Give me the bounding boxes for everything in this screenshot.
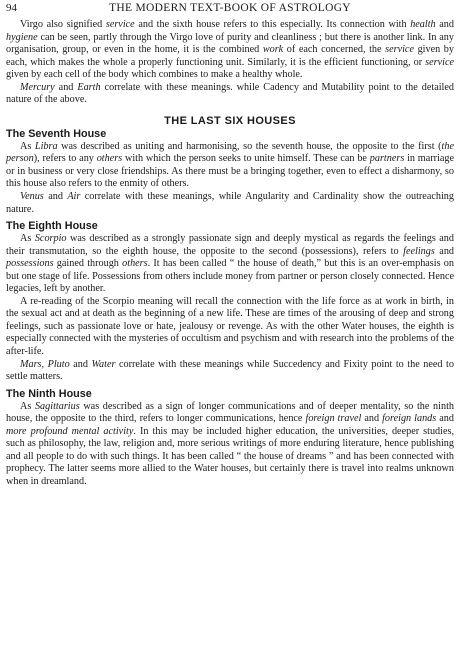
- italic-term: service: [385, 44, 414, 56]
- heading-ninth-house: The Ninth House: [6, 387, 92, 400]
- italic-term: more profound mental activity: [6, 425, 134, 437]
- italic-term: health: [410, 19, 436, 30]
- italic-term: hygiene: [6, 31, 38, 43]
- running-title: THE MODERN TEXT-BOOK OF ASTROLOGY: [109, 2, 351, 14]
- paragraph: Venus and Air correlate with these meanings, while Angularity and Cardinality show the outreaching nature.: [6, 191, 454, 215]
- italic-term: Air: [67, 191, 81, 203]
- italic-term: others: [96, 153, 123, 165]
- italic-term: work: [262, 44, 284, 56]
- italic-term: Earth: [77, 81, 101, 93]
- paragraph: As Sagittarius was described as a sign of longer communications and of deeper mentality, so the ninth house, the opposite to the third, refers to longer communications, hence foreign travel and foreign lands and more profound mental activity. In this may be included higher education, the universities, deeper studies, such as philosophy, the law, religion and, more serious writings of more enduring literature, hence publishing and all people to do with such things. It has been called “ the house of dreams ” and has been connected with prophecy. The latter seems more allied to the Water houses, but certainly there is travel into realms unknown when in dreamland.: [6, 400, 454, 487]
- italic-term: others: [122, 258, 148, 270]
- heading-eighth-house: The Eighth House: [6, 220, 98, 233]
- paragraph: A re-reading of the Scorpio meaning will recall the connection with the life force as at work in birth, in the sexual act and at death as the beginning of a new life. These are times of the arousing of deep and strong feelings, such as passionate love or hate, jealousy or revenge. As with the other Water houses, the eighth is especially connected with the mysteries of occultism and psychism and with research into the problems of the after-life.: [6, 295, 454, 358]
- italic-term: the person: [6, 140, 454, 165]
- italic-term: Sagittarius: [34, 400, 80, 412]
- italic-term: feelings: [403, 245, 435, 257]
- italic-term: service: [425, 56, 454, 68]
- italic-term: Scorpio: [34, 233, 67, 245]
- paragraph: Mercury and Earth correlate with these meanings. while Cadency and Mutability point to the detailed nature of the above.: [6, 81, 454, 106]
- page-number: 94: [6, 2, 17, 14]
- italic-term: foreign lands: [382, 413, 437, 425]
- heading-seventh-house: The Seventh House: [6, 127, 107, 140]
- italic-term: Mars, Pluto: [20, 358, 70, 370]
- italic-term: possessions: [6, 258, 54, 270]
- italic-term: Libra: [34, 140, 58, 152]
- italic-term: foreign travel: [305, 413, 362, 425]
- section-title: THE LAST SIX HOUSES: [164, 114, 296, 127]
- paragraph: As Scorpio was described as a strongly passionate sign and deeply mystical as regards the feelings and their transmutation, so the eighth house, the opposite to the second (possessions), refers to feelings and possessions gained through others. It has been called “ the house of death,” but this is an over-emphasis on but one stage of life. Possessions from others include money from partner or person closely connected. Hence legacies, left by another.: [6, 233, 455, 295]
- paragraph: As Libra was described as uniting and harmonising, so the seventh house, the opposite to the first (the person), refers to any others with which the person seeks to unite himself. These can be partners in marriage or in business or very close friendships. As there must be a bringing together, even to effect a disharmony, so this house also refers to the enmity of others.: [6, 140, 455, 190]
- italic-term: Mercury: [20, 81, 55, 93]
- italic-term: service: [105, 19, 135, 30]
- paragraph: Mars, Pluto and Water correlate with these meanings while Succedency and Fixity point to the need to settle matters.: [6, 358, 454, 383]
- italic-term: Venus: [20, 191, 44, 203]
- italic-term: partners: [369, 153, 405, 165]
- italic-term: Water: [91, 358, 116, 370]
- paragraph: Virgo also signified service and the sixth house refers to this especially. Its connection with health and hygiene can be seen, partly through the Virgo love of purity and cleanliness ; but there is another link. In any organisation, group, or even in the home, it is the combined work of each concerned, the service given by each, which makes the whole a properly functioning unit. Similarly, it is the efficient functioning, or service given by each cell of the body which combines to make a healthy whole.: [6, 19, 454, 81]
- page-header: [6, 2, 454, 19]
